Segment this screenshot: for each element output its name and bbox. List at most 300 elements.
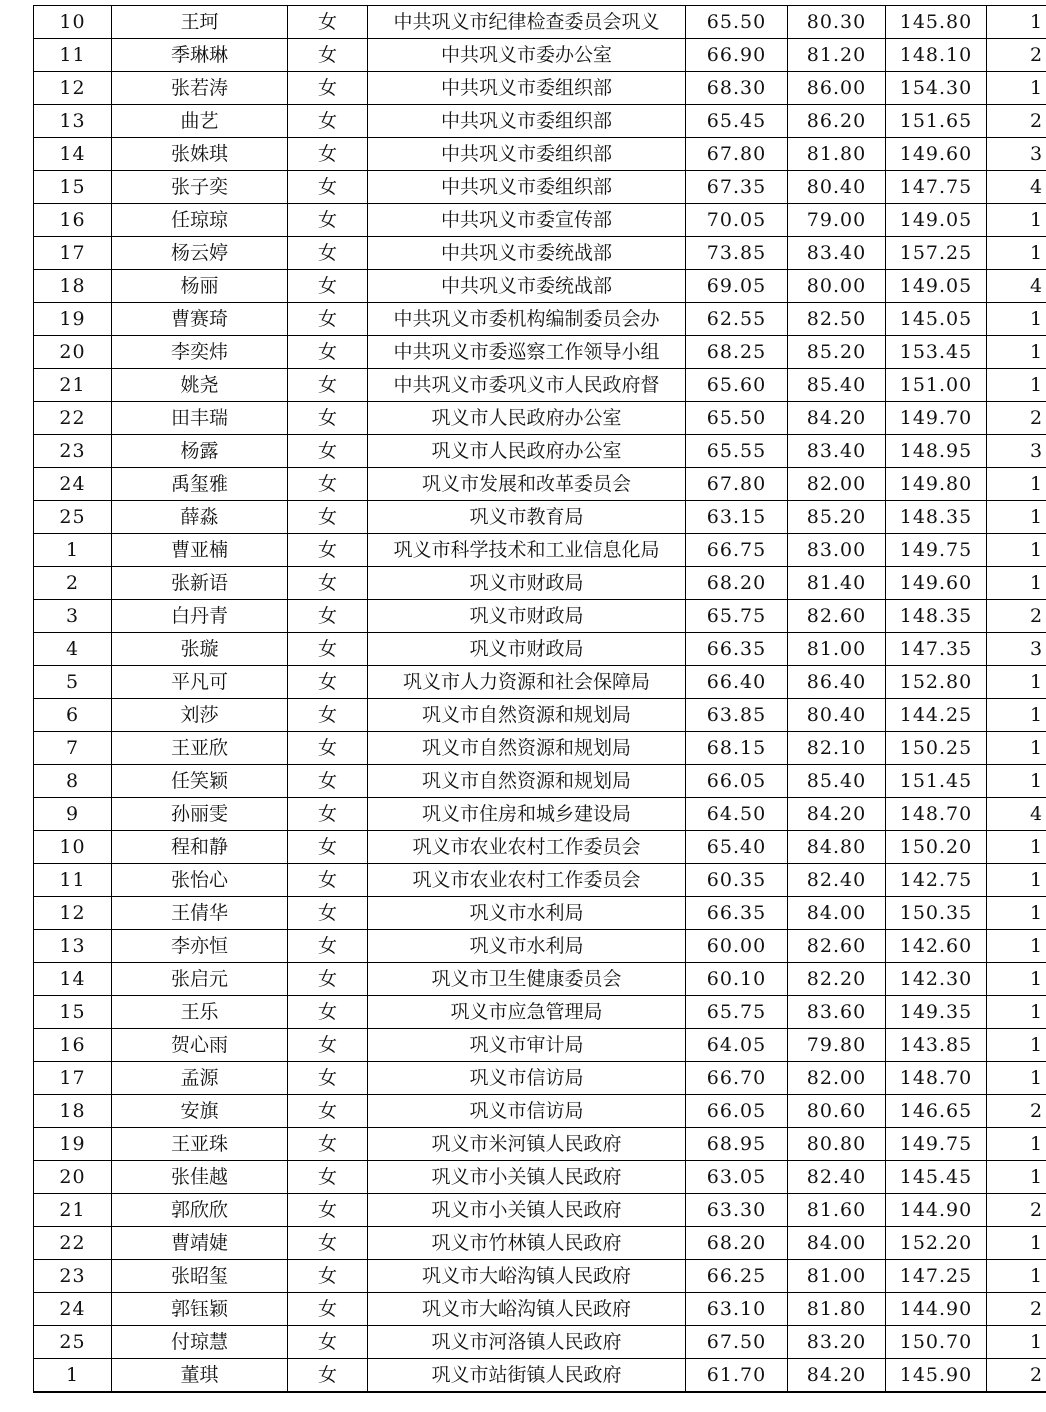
gender-cell: 女 [288, 1227, 368, 1260]
unit-cell: 巩义市水利局 [368, 897, 686, 930]
gender-cell: 女 [288, 699, 368, 732]
rank-cell: 2 [987, 402, 1046, 435]
rank-cell: 3 [987, 435, 1046, 468]
gender-cell: 女 [288, 1062, 368, 1095]
gender-cell: 女 [288, 732, 368, 765]
interview-score-cell: 83.00 [788, 534, 886, 567]
table-row [34, 237, 1046, 270]
written-score-cell: 66.05 [686, 1095, 788, 1128]
rank-cell: 1 [987, 501, 1046, 534]
rank-cell: 1 [987, 1029, 1046, 1062]
total-score-cell: 148.35 [886, 600, 987, 633]
rank-cell: 2 [987, 1359, 1046, 1393]
serial-number-cell: 25 [34, 1326, 112, 1359]
unit-cell: 巩义市应急管理局 [368, 996, 686, 1029]
unit-cell: 巩义市大峪沟镇人民政府 [368, 1293, 686, 1326]
gender-cell: 女 [288, 666, 368, 699]
name-cell: 刘莎 [112, 699, 288, 732]
interview-score-cell: 84.20 [788, 798, 886, 831]
rank-cell: 1 [987, 204, 1046, 237]
total-score-cell: 143.85 [886, 1029, 987, 1062]
gender-cell: 女 [288, 105, 368, 138]
total-score-cell: 147.75 [886, 171, 987, 204]
written-score-cell: 67.50 [686, 1326, 788, 1359]
interview-score-cell: 84.00 [788, 897, 886, 930]
written-score-cell: 65.60 [686, 369, 788, 402]
total-score-cell: 150.25 [886, 732, 987, 765]
interview-score-cell: 80.80 [788, 1128, 886, 1161]
table-row [34, 105, 1046, 138]
interview-score-cell: 82.10 [788, 732, 886, 765]
name-cell: 曹亚楠 [112, 534, 288, 567]
total-score-cell: 149.05 [886, 204, 987, 237]
written-score-cell: 63.05 [686, 1161, 788, 1194]
rank-cell: 4 [987, 171, 1046, 204]
unit-cell: 巩义市人力资源和社会保障局 [368, 666, 686, 699]
serial-number-cell: 21 [34, 1194, 112, 1227]
serial-number-cell: 20 [34, 336, 112, 369]
unit-cell: 巩义市水利局 [368, 930, 686, 963]
interview-score-cell: 79.00 [788, 204, 886, 237]
table-row [34, 138, 1046, 171]
serial-number-cell: 25 [34, 501, 112, 534]
rank-cell: 1 [987, 864, 1046, 897]
serial-number-cell: 7 [34, 732, 112, 765]
serial-number-cell: 3 [34, 600, 112, 633]
interview-score-cell: 84.80 [788, 831, 886, 864]
table-row [34, 732, 1046, 765]
name-cell: 平凡可 [112, 666, 288, 699]
table-row [34, 1161, 1046, 1194]
written-score-cell: 68.25 [686, 336, 788, 369]
name-cell: 张姝琪 [112, 138, 288, 171]
unit-cell: 中共巩义市委组织部 [368, 138, 686, 171]
gender-cell: 女 [288, 1161, 368, 1194]
serial-number-cell: 24 [34, 1293, 112, 1326]
table-row [34, 1128, 1046, 1161]
name-cell: 薛淼 [112, 501, 288, 534]
written-score-cell: 66.70 [686, 1062, 788, 1095]
written-score-cell: 63.30 [686, 1194, 788, 1227]
interview-score-cell: 80.60 [788, 1095, 886, 1128]
interview-score-cell: 79.80 [788, 1029, 886, 1062]
unit-cell: 巩义市自然资源和规划局 [368, 699, 686, 732]
unit-cell: 巩义市人民政府办公室 [368, 435, 686, 468]
table-row [34, 864, 1046, 897]
unit-cell: 巩义市信访局 [368, 1095, 686, 1128]
written-score-cell: 66.35 [686, 633, 788, 666]
interview-score-cell: 83.20 [788, 1326, 886, 1359]
name-cell: 张若涛 [112, 72, 288, 105]
interview-score-cell: 83.60 [788, 996, 886, 1029]
table-row [34, 930, 1046, 963]
serial-number-cell: 18 [34, 270, 112, 303]
rank-cell: 1 [987, 369, 1046, 402]
total-score-cell: 149.35 [886, 996, 987, 1029]
table-row [34, 468, 1046, 501]
written-score-cell: 70.05 [686, 204, 788, 237]
unit-cell: 巩义市站街镇人民政府 [368, 1359, 686, 1393]
written-score-cell: 65.40 [686, 831, 788, 864]
unit-cell: 巩义市财政局 [368, 567, 686, 600]
serial-number-cell: 23 [34, 435, 112, 468]
table-row [34, 1260, 1046, 1293]
total-score-cell: 145.45 [886, 1161, 987, 1194]
table-row [34, 1095, 1046, 1128]
interview-score-cell: 81.80 [788, 138, 886, 171]
gender-cell: 女 [288, 1095, 368, 1128]
serial-number-cell: 20 [34, 1161, 112, 1194]
name-cell: 张子奕 [112, 171, 288, 204]
gender-cell: 女 [288, 39, 368, 72]
gender-cell: 女 [288, 270, 368, 303]
rank-cell: 1 [987, 567, 1046, 600]
rank-cell: 1 [987, 303, 1046, 336]
interview-score-cell: 81.80 [788, 1293, 886, 1326]
name-cell: 孙丽雯 [112, 798, 288, 831]
name-cell: 白丹青 [112, 600, 288, 633]
serial-number-cell: 5 [34, 666, 112, 699]
gender-cell: 女 [288, 930, 368, 963]
unit-cell: 巩义市自然资源和规划局 [368, 732, 686, 765]
serial-number-cell: 22 [34, 1227, 112, 1260]
interview-score-cell: 82.00 [788, 468, 886, 501]
gender-cell: 女 [288, 435, 368, 468]
serial-number-cell: 11 [34, 39, 112, 72]
unit-cell: 中共巩义市委办公室 [368, 39, 686, 72]
name-cell: 安旗 [112, 1095, 288, 1128]
unit-cell: 中共巩义市委组织部 [368, 171, 686, 204]
unit-cell: 巩义市审计局 [368, 1029, 686, 1062]
table-row [34, 963, 1046, 996]
gender-cell: 女 [288, 996, 368, 1029]
rank-cell: 2 [987, 1194, 1046, 1227]
serial-number-cell: 21 [34, 369, 112, 402]
total-score-cell: 148.95 [886, 435, 987, 468]
written-score-cell: 60.00 [686, 930, 788, 963]
table-row [34, 6, 1046, 39]
written-score-cell: 67.80 [686, 138, 788, 171]
interview-score-cell: 84.20 [788, 402, 886, 435]
gender-cell: 女 [288, 402, 368, 435]
gender-cell: 女 [288, 534, 368, 567]
total-score-cell: 152.80 [886, 666, 987, 699]
interview-score-cell: 82.40 [788, 1161, 886, 1194]
serial-number-cell: 2 [34, 567, 112, 600]
interview-score-cell: 82.50 [788, 303, 886, 336]
gender-cell: 女 [288, 864, 368, 897]
total-score-cell: 148.35 [886, 501, 987, 534]
interview-score-cell: 84.20 [788, 1359, 886, 1393]
gender-cell: 女 [288, 138, 368, 171]
written-score-cell: 65.50 [686, 6, 788, 39]
table-row [34, 270, 1046, 303]
total-score-cell: 149.75 [886, 534, 987, 567]
gender-cell: 女 [288, 831, 368, 864]
rank-cell: 1 [987, 765, 1046, 798]
written-score-cell: 65.55 [686, 435, 788, 468]
name-cell: 禹玺雅 [112, 468, 288, 501]
written-score-cell: 67.80 [686, 468, 788, 501]
table-body [34, 6, 1046, 1393]
rank-cell: 1 [987, 468, 1046, 501]
rank-cell: 1 [987, 336, 1046, 369]
serial-number-cell: 16 [34, 204, 112, 237]
serial-number-cell: 11 [34, 864, 112, 897]
interview-score-cell: 82.40 [788, 864, 886, 897]
written-score-cell: 60.35 [686, 864, 788, 897]
table-row [34, 435, 1046, 468]
total-score-cell: 142.60 [886, 930, 987, 963]
gender-cell: 女 [288, 336, 368, 369]
name-cell: 张怡心 [112, 864, 288, 897]
written-score-cell: 65.75 [686, 600, 788, 633]
table-row [34, 1359, 1046, 1393]
table-row [34, 897, 1046, 930]
name-cell: 王珂 [112, 6, 288, 39]
serial-number-cell: 8 [34, 765, 112, 798]
total-score-cell: 146.65 [886, 1095, 987, 1128]
interview-score-cell: 81.60 [788, 1194, 886, 1227]
rank-cell: 1 [987, 534, 1046, 567]
total-score-cell: 149.75 [886, 1128, 987, 1161]
written-score-cell: 65.45 [686, 105, 788, 138]
total-score-cell: 147.35 [886, 633, 987, 666]
written-score-cell: 66.05 [686, 765, 788, 798]
unit-cell: 巩义市自然资源和规划局 [368, 765, 686, 798]
unit-cell: 巩义市信访局 [368, 1062, 686, 1095]
written-score-cell: 66.35 [686, 897, 788, 930]
interview-score-cell: 86.00 [788, 72, 886, 105]
total-score-cell: 149.05 [886, 270, 987, 303]
rank-cell: 1 [987, 996, 1046, 1029]
name-cell: 郭欣欣 [112, 1194, 288, 1227]
table-row [34, 798, 1046, 831]
rank-cell: 1 [987, 831, 1046, 864]
gender-cell: 女 [288, 963, 368, 996]
gender-cell: 女 [288, 72, 368, 105]
name-cell: 董琪 [112, 1359, 288, 1393]
name-cell: 贺心雨 [112, 1029, 288, 1062]
written-score-cell: 60.10 [686, 963, 788, 996]
serial-number-cell: 15 [34, 171, 112, 204]
written-score-cell: 68.20 [686, 567, 788, 600]
unit-cell: 中共巩义市委统战部 [368, 270, 686, 303]
written-score-cell: 69.05 [686, 270, 788, 303]
rank-cell: 1 [987, 930, 1046, 963]
name-cell: 王乐 [112, 996, 288, 1029]
serial-number-cell: 14 [34, 138, 112, 171]
interview-score-cell: 83.40 [788, 237, 886, 270]
table-row [34, 204, 1046, 237]
total-score-cell: 151.00 [886, 369, 987, 402]
unit-cell: 中共巩义市委宣传部 [368, 204, 686, 237]
serial-number-cell: 15 [34, 996, 112, 1029]
unit-cell: 巩义市小关镇人民政府 [368, 1194, 686, 1227]
total-score-cell: 151.45 [886, 765, 987, 798]
interview-score-cell: 85.40 [788, 369, 886, 402]
serial-number-cell: 18 [34, 1095, 112, 1128]
serial-number-cell: 12 [34, 72, 112, 105]
rank-cell: 2 [987, 105, 1046, 138]
name-cell: 孟源 [112, 1062, 288, 1095]
written-score-cell: 68.20 [686, 1227, 788, 1260]
name-cell: 田丰瑞 [112, 402, 288, 435]
name-cell: 付琼慧 [112, 1326, 288, 1359]
total-score-cell: 153.45 [886, 336, 987, 369]
table-row [34, 633, 1046, 666]
gender-cell: 女 [288, 204, 368, 237]
rank-cell: 1 [987, 897, 1046, 930]
table-row [34, 600, 1046, 633]
written-score-cell: 66.40 [686, 666, 788, 699]
total-score-cell: 145.05 [886, 303, 987, 336]
total-score-cell: 154.30 [886, 72, 987, 105]
total-score-cell: 145.80 [886, 6, 987, 39]
gender-cell: 女 [288, 6, 368, 39]
written-score-cell: 67.35 [686, 171, 788, 204]
unit-cell: 巩义市农业农村工作委员会 [368, 831, 686, 864]
table-row [34, 666, 1046, 699]
written-score-cell: 66.75 [686, 534, 788, 567]
unit-cell: 中共巩义市纪律检查委员会巩义 [368, 6, 686, 39]
unit-cell: 巩义市河洛镇人民政府 [368, 1326, 686, 1359]
name-cell: 王亚欣 [112, 732, 288, 765]
serial-number-cell: 13 [34, 105, 112, 138]
name-cell: 程和静 [112, 831, 288, 864]
unit-cell: 中共巩义市委巩义市人民政府督 [368, 369, 686, 402]
rank-cell: 2 [987, 600, 1046, 633]
rank-cell: 1 [987, 699, 1046, 732]
rank-cell: 1 [987, 732, 1046, 765]
written-score-cell: 61.70 [686, 1359, 788, 1393]
name-cell: 季琳琳 [112, 39, 288, 72]
serial-number-cell: 12 [34, 897, 112, 930]
total-score-cell: 142.75 [886, 864, 987, 897]
table-row [34, 1062, 1046, 1095]
unit-cell: 巩义市小关镇人民政府 [368, 1161, 686, 1194]
serial-number-cell: 14 [34, 963, 112, 996]
gender-cell: 女 [288, 171, 368, 204]
interview-score-cell: 81.00 [788, 1260, 886, 1293]
rank-cell: 1 [987, 1062, 1046, 1095]
table-row [34, 336, 1046, 369]
table-row [34, 72, 1046, 105]
unit-cell: 中共巩义市委组织部 [368, 105, 686, 138]
table-row [34, 1293, 1046, 1326]
interview-score-cell: 86.20 [788, 105, 886, 138]
total-score-cell: 145.90 [886, 1359, 987, 1393]
total-score-cell: 157.25 [886, 237, 987, 270]
interview-score-cell: 85.40 [788, 765, 886, 798]
name-cell: 王倩华 [112, 897, 288, 930]
interview-score-cell: 80.40 [788, 171, 886, 204]
table-row [34, 1194, 1046, 1227]
name-cell: 郭钰颖 [112, 1293, 288, 1326]
unit-cell: 中共巩义市委机构编制委员会办 [368, 303, 686, 336]
table-row [34, 765, 1046, 798]
written-score-cell: 66.90 [686, 39, 788, 72]
table-row [34, 171, 1046, 204]
serial-number-cell: 4 [34, 633, 112, 666]
written-score-cell: 62.55 [686, 303, 788, 336]
serial-number-cell: 24 [34, 468, 112, 501]
gender-cell: 女 [288, 567, 368, 600]
serial-number-cell: 1 [34, 534, 112, 567]
unit-cell: 中共巩义市委组织部 [368, 72, 686, 105]
serial-number-cell: 10 [34, 831, 112, 864]
total-score-cell: 148.70 [886, 798, 987, 831]
serial-number-cell: 1 [34, 1359, 112, 1393]
total-score-cell: 144.25 [886, 699, 987, 732]
written-score-cell: 64.05 [686, 1029, 788, 1062]
interview-score-cell: 82.00 [788, 1062, 886, 1095]
name-cell: 张启元 [112, 963, 288, 996]
total-score-cell: 144.90 [886, 1194, 987, 1227]
serial-number-cell: 13 [34, 930, 112, 963]
name-cell: 张昭玺 [112, 1260, 288, 1293]
rank-cell: 1 [987, 1326, 1046, 1359]
interview-score-cell: 82.60 [788, 600, 886, 633]
gender-cell: 女 [288, 1260, 368, 1293]
unit-cell: 巩义市竹林镇人民政府 [368, 1227, 686, 1260]
gender-cell: 女 [288, 600, 368, 633]
total-score-cell: 148.10 [886, 39, 987, 72]
gender-cell: 女 [288, 633, 368, 666]
rank-cell: 1 [987, 1128, 1046, 1161]
gender-cell: 女 [288, 369, 368, 402]
name-cell: 姚尧 [112, 369, 288, 402]
interview-score-cell: 82.60 [788, 930, 886, 963]
interview-score-cell: 80.00 [788, 270, 886, 303]
gender-cell: 女 [288, 468, 368, 501]
interview-score-cell: 80.40 [788, 699, 886, 732]
table-row [34, 369, 1046, 402]
rank-cell: 4 [987, 798, 1046, 831]
table-row [34, 534, 1046, 567]
written-score-cell: 63.10 [686, 1293, 788, 1326]
unit-cell: 巩义市住房和城乡建设局 [368, 798, 686, 831]
gender-cell: 女 [288, 1293, 368, 1326]
unit-cell: 巩义市米河镇人民政府 [368, 1128, 686, 1161]
gender-cell: 女 [288, 303, 368, 336]
rank-cell: 1 [987, 6, 1046, 39]
rank-cell: 4 [987, 270, 1046, 303]
total-score-cell: 149.60 [886, 138, 987, 171]
unit-cell: 巩义市卫生健康委员会 [368, 963, 686, 996]
total-score-cell: 151.65 [886, 105, 987, 138]
name-cell: 杨云婷 [112, 237, 288, 270]
serial-number-cell: 10 [34, 6, 112, 39]
unit-cell: 巩义市大峪沟镇人民政府 [368, 1260, 686, 1293]
interview-score-cell: 85.20 [788, 336, 886, 369]
interview-score-cell: 80.30 [788, 6, 886, 39]
interview-score-cell: 84.00 [788, 1227, 886, 1260]
name-cell: 曲艺 [112, 105, 288, 138]
name-cell: 张璇 [112, 633, 288, 666]
total-score-cell: 150.35 [886, 897, 987, 930]
table-row [34, 831, 1046, 864]
written-score-cell: 66.25 [686, 1260, 788, 1293]
written-score-cell: 68.95 [686, 1128, 788, 1161]
name-cell: 任笑颖 [112, 765, 288, 798]
table-row [34, 1326, 1046, 1359]
rank-cell: 1 [987, 963, 1046, 996]
name-cell: 任琼琼 [112, 204, 288, 237]
serial-number-cell: 17 [34, 1062, 112, 1095]
table-row [34, 996, 1046, 1029]
rank-cell: 1 [987, 1161, 1046, 1194]
